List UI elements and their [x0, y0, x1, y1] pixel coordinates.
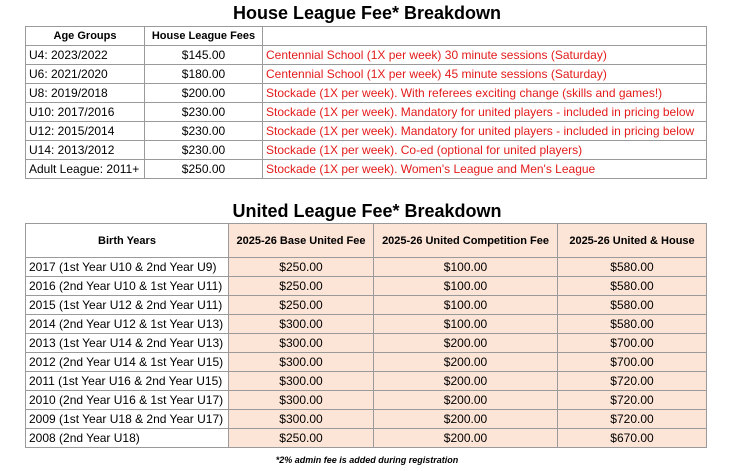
house-fee-cell: $230.00 — [145, 141, 263, 160]
united-house-total-cell: $700.00 — [558, 353, 707, 372]
header-base-united-fee: 2025-26 Base United Fee — [229, 224, 374, 258]
base-fee-cell: $250.00 — [229, 429, 374, 448]
birth-year-cell: 2016 (2nd Year U10 & 1st Year U11) — [26, 277, 229, 296]
header-united-competition-fee: 2025-26 United Competition Fee — [374, 224, 558, 258]
house-fee-cell: $200.00 — [145, 84, 263, 103]
competition-fee-cell: $100.00 — [374, 258, 558, 277]
table-row — [26, 429, 707, 448]
united-house-total-cell: $670.00 — [558, 429, 707, 448]
base-fee-cell: $300.00 — [229, 410, 374, 429]
table-row — [26, 84, 707, 103]
table-row — [26, 334, 707, 353]
competition-fee-cell: $200.00 — [374, 353, 558, 372]
house-header-row — [26, 27, 707, 46]
description-cell: Stockade (1X per week). With referees exciting change (skills and games!) — [263, 84, 707, 103]
table-row — [26, 46, 707, 65]
base-fee-cell: $300.00 — [229, 391, 374, 410]
description-cell: Centennial School (1X per week) 45 minute sessions (Saturday) — [263, 65, 707, 84]
house-fee-cell: $145.00 — [145, 46, 263, 65]
base-fee-cell: $250.00 — [229, 296, 374, 315]
table-row — [26, 160, 707, 179]
house-fee-cell: $250.00 — [145, 160, 263, 179]
united-house-total-cell: $580.00 — [558, 258, 707, 277]
base-fee-cell: $300.00 — [229, 315, 374, 334]
house-fee-cell: $230.00 — [145, 103, 263, 122]
united-house-total-cell: $720.00 — [558, 391, 707, 410]
base-fee-cell: $300.00 — [229, 353, 374, 372]
age-group-cell: U8: 2019/2018 — [26, 84, 145, 103]
header-house-league-fees: House League Fees — [145, 27, 263, 46]
birth-year-cell: 2008 (2nd Year U18) — [26, 429, 229, 448]
birth-year-cell: 2010 (2nd Year U16 & 1st Year U17) — [26, 391, 229, 410]
table-row — [26, 315, 707, 334]
united-league-table — [25, 223, 707, 448]
age-group-cell: U10: 2017/2016 — [26, 103, 145, 122]
united-house-total-cell: $720.00 — [558, 410, 707, 429]
base-fee-cell: $250.00 — [229, 258, 374, 277]
united-house-total-cell: $580.00 — [558, 296, 707, 315]
table-row — [26, 410, 707, 429]
birth-year-cell: 2012 (2nd Year U14 & 1st Year U15) — [26, 353, 229, 372]
united-header-row — [26, 224, 707, 258]
competition-fee-cell: $100.00 — [374, 315, 558, 334]
table-row — [26, 141, 707, 160]
header-birth-years: Birth Years — [26, 224, 229, 258]
base-fee-cell: $250.00 — [229, 277, 374, 296]
description-cell: Stockade (1X per week). Co-ed (optional for united players) — [263, 141, 707, 160]
united-house-total-cell: $580.00 — [558, 277, 707, 296]
age-group-cell: U12: 2015/2014 — [26, 122, 145, 141]
table-row — [26, 296, 707, 315]
base-fee-cell: $300.00 — [229, 372, 374, 391]
table-row — [26, 353, 707, 372]
united-house-total-cell: $700.00 — [558, 334, 707, 353]
description-cell: Centennial School (1X per week) 30 minute sessions (Saturday) — [263, 46, 707, 65]
header-united-and-house: 2025-26 United & House — [558, 224, 707, 258]
header-description — [263, 27, 707, 46]
birth-year-cell: 2014 (2nd Year U12 & 1st Year U13) — [26, 315, 229, 334]
base-fee-cell: $300.00 — [229, 334, 374, 353]
description-cell: Stockade (1X per week). Mandatory for united players - included in pricing below — [263, 103, 707, 122]
header-age-groups: Age Groups — [26, 27, 145, 46]
table-row — [26, 258, 707, 277]
house-fee-cell: $230.00 — [145, 122, 263, 141]
description-cell: Stockade (1X per week). Women's League and Men's League — [263, 160, 707, 179]
united-house-total-cell: $720.00 — [558, 372, 707, 391]
table-row — [26, 65, 707, 84]
age-group-cell: U4: 2023/2022 — [26, 46, 145, 65]
birth-year-cell: 2017 (1st Year U10 & 2nd Year U9) — [26, 258, 229, 277]
age-group-cell: U14: 2013/2012 — [26, 141, 145, 160]
admin-fee-footnote: *2% admin fee is added during registration — [275, 455, 459, 465]
birth-year-cell: 2015 (1st Year U12 & 2nd Year U11) — [26, 296, 229, 315]
age-group-cell: Adult League: 2011+ — [26, 160, 145, 179]
birth-year-cell: 2013 (1st Year U14 & 2nd Year U13) — [26, 334, 229, 353]
united-league-title: United League Fee* Breakdown — [232, 201, 502, 221]
house-fee-cell: $180.00 — [145, 65, 263, 84]
table-row — [26, 372, 707, 391]
competition-fee-cell: $100.00 — [374, 277, 558, 296]
table-row — [26, 391, 707, 410]
house-league-title: House League Fee* Breakdown — [232, 3, 502, 23]
birth-year-cell: 2009 (1st Year U18 & 2nd Year U17) — [26, 410, 229, 429]
competition-fee-cell: $200.00 — [374, 372, 558, 391]
united-house-total-cell: $580.00 — [558, 315, 707, 334]
house-league-table — [25, 26, 707, 179]
birth-year-cell: 2011 (1st Year U16 & 2nd Year U15) — [26, 372, 229, 391]
competition-fee-cell: $200.00 — [374, 391, 558, 410]
table-row — [26, 122, 707, 141]
table-row — [26, 103, 707, 122]
competition-fee-cell: $200.00 — [374, 429, 558, 448]
competition-fee-cell: $100.00 — [374, 296, 558, 315]
age-group-cell: U6: 2021/2020 — [26, 65, 145, 84]
description-cell: Stockade (1X per week). Mandatory for united players - included in pricing below — [263, 122, 707, 141]
competition-fee-cell: $200.00 — [374, 410, 558, 429]
table-row — [26, 277, 707, 296]
competition-fee-cell: $200.00 — [374, 334, 558, 353]
